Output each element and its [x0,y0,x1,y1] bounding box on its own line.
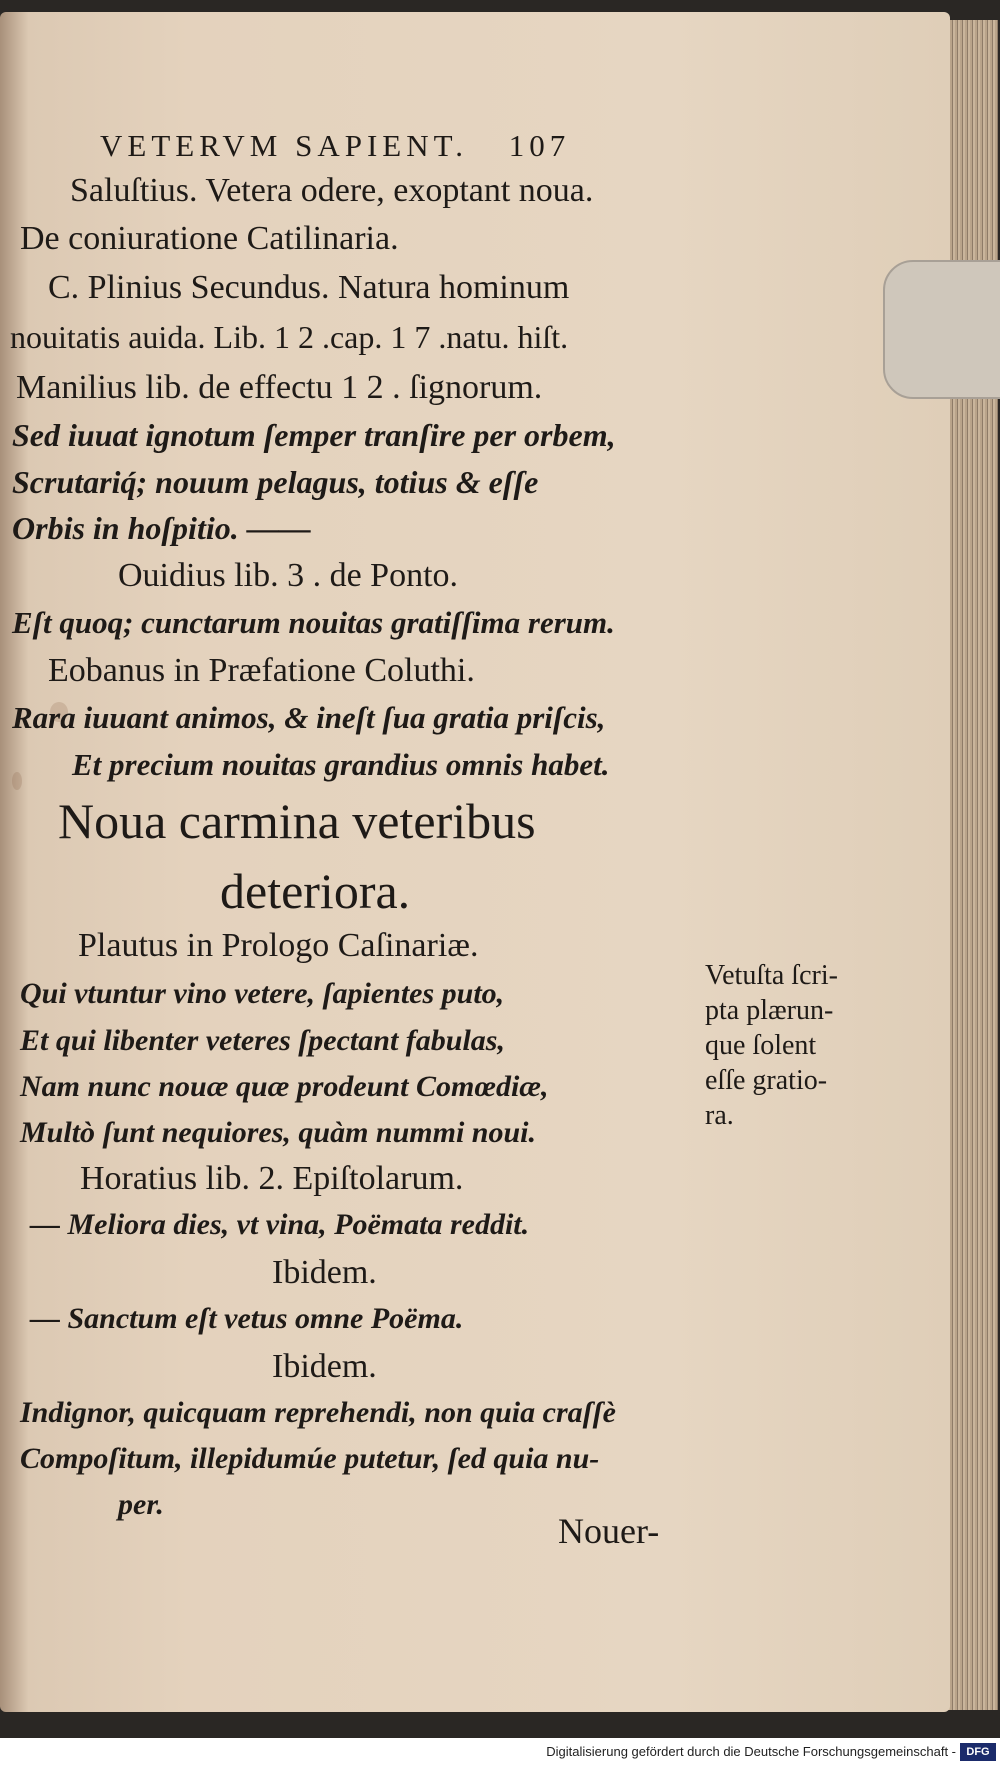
quote-line: Indignor, quicquam reprehendi, non quia craſſè [20,1396,616,1429]
quote-line: Rara iuuant animos, & ineſt ſua gratia priſcis, [12,700,606,735]
text-line: De coniuratione Catilinaria. [20,220,399,257]
text-line: Ouidius lib. 3 . de Ponto. [118,557,459,594]
quote-line: Eſt quoq; cunctarum nouitas gratiſſima rerum. [12,605,615,640]
text-line: C. Plinius Secundus. Natura hominum [48,269,570,306]
text-line [70,170,593,210]
margin-note-line: ra. [705,1100,734,1131]
book-page [0,12,950,1712]
credit-footer [0,1738,1000,1766]
text-line: Manilius lib. de effectu 1 2 . ſignorum. [16,369,543,406]
text-line: Plautus in Prologo Caſinariæ. [78,927,479,964]
page-clip [883,260,1000,399]
text-line: Horatius lib. 2. Epiſtolarum. [80,1160,464,1197]
quote-line: Multò ſunt nequiores, quàm nummi noui. [20,1116,537,1149]
dfg-logo: DFG [960,1743,996,1761]
quote-line: Nam nunc nouæ quæ prodeunt Comœdiæ, [20,1070,549,1103]
page-number: 107 [508,128,571,163]
quote-line: Scrutariq́; nouum pelagus, totius & eſſe [12,464,539,500]
quote-line: Et precium nouitas grandius omnis habet. [72,747,610,782]
text-line: Eobanus in Præfatione Coluthi. [48,652,475,689]
ink-stain [12,772,22,790]
author-name: Saluſtius. Vetera odere, exoptant noua. [70,172,594,209]
quote-line: — Sanctum eſt vetus omne Poëma. [30,1302,464,1335]
running-header [100,128,570,164]
quote-line: Sed iuuat ignotum ſemper tranſire per orbem, [12,417,616,453]
text-line: Ibidem. [272,1348,377,1385]
quote-line: Compoſitum, illepidumúe putetur, ſed quia nu- [20,1442,600,1475]
margin-note-line: Vetuſta ſcri- [705,960,838,991]
section-heading: Noua carmina veteribus [58,793,536,849]
margin-note-line: eſſe gratio- [705,1065,828,1096]
section-heading: deteriora. [220,863,411,919]
text-line: nouitatis auida. Lib. 1 2 .cap. 1 7 .natu. hiſt. [10,319,569,355]
margin-note-line: que ſolent [705,1030,817,1061]
margin-note-line: pta plærun- [705,995,834,1026]
quote-line: Et qui libenter veteres ſpectant fabulas, [20,1024,505,1057]
funding-credit: Digitalisierung gefördert durch die Deutsche Forschungsgemeinschaft - [546,1744,956,1759]
quote-line: Orbis in hoſpitio. —— [12,510,311,546]
catchword: Nouer- [558,1511,660,1551]
text-line: Ibidem. [272,1254,377,1291]
quote-line: per. [118,1488,164,1521]
running-title: VETERVM SAPIENT. [100,128,468,163]
quote-line: Qui vtuntur vino vetere, ſapientes puto, [20,977,505,1010]
quote-line: — Meliora dies, vt vina, Poëmata reddit. [30,1208,530,1241]
